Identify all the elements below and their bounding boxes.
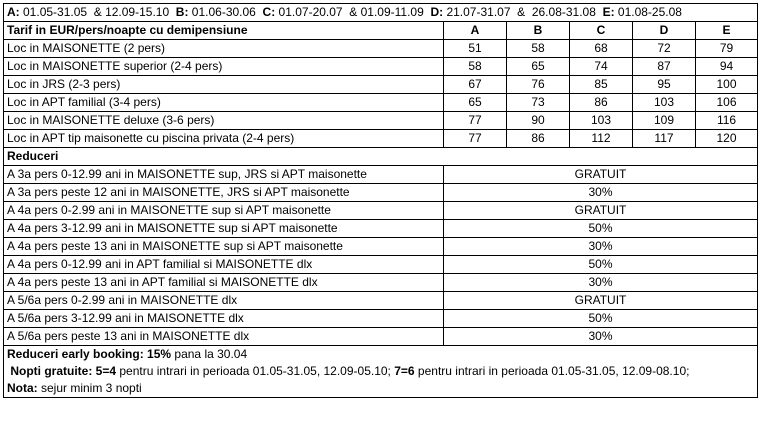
price-cell: 86 xyxy=(507,130,570,148)
column-header-c: C xyxy=(570,22,633,40)
price-cell: 74 xyxy=(570,58,633,76)
table-header-row xyxy=(4,22,758,40)
room-label: Loc in APT familial (3-4 pers) xyxy=(4,94,444,112)
free-nights-note xyxy=(7,363,754,380)
discount-row xyxy=(4,184,758,202)
price-table xyxy=(3,3,758,398)
price-cell: 94 xyxy=(696,58,758,76)
column-header-b: B xyxy=(507,22,570,40)
price-cell: 116 xyxy=(696,112,758,130)
discount-label: A 4a pers peste 13 ani in MAISONETTE sup si APT maisonette xyxy=(4,238,444,256)
free-nights-label: Nopti gratuite: xyxy=(7,364,93,378)
discount-value: 30% xyxy=(444,328,758,346)
period-e-dates: 01.08-25.08 xyxy=(614,5,682,19)
discount-value: 50% xyxy=(444,310,758,328)
price-cell: 79 xyxy=(696,40,758,58)
notes-cell xyxy=(4,346,758,398)
discount-label: A 5/6a pers peste 13 ani in MAISONETTE dlx xyxy=(4,328,444,346)
discount-label: A 4a pers 0-2.99 ani in MAISONETTE sup si APT maisonette xyxy=(4,202,444,220)
price-cell: 87 xyxy=(633,58,696,76)
discount-row xyxy=(4,220,758,238)
price-cell: 51 xyxy=(444,40,507,58)
period-b-letter: B: xyxy=(175,5,189,19)
period-c-letter: C: xyxy=(262,5,276,19)
price-cell: 86 xyxy=(570,94,633,112)
price-cell: 77 xyxy=(444,130,507,148)
discounts-title-row xyxy=(4,148,758,166)
price-cell: 68 xyxy=(570,40,633,58)
discount-value: GRATUIT xyxy=(444,292,758,310)
discounts-title: Reduceri xyxy=(4,148,758,166)
discount-row xyxy=(4,292,758,310)
period-e-letter: E: xyxy=(602,5,615,19)
table-row xyxy=(4,76,758,94)
period-b-dates: 01.06-30.06 xyxy=(188,5,263,19)
period-d-dates: 21.07-31.07 & 26.08-31.08 xyxy=(443,5,603,19)
table-row xyxy=(4,58,758,76)
discount-value: GRATUIT xyxy=(444,166,758,184)
discount-value: 50% xyxy=(444,256,758,274)
price-cell: 58 xyxy=(507,40,570,58)
table-row xyxy=(4,112,758,130)
discount-row xyxy=(4,202,758,220)
discount-value: 50% xyxy=(444,220,758,238)
price-cell: 72 xyxy=(633,40,696,58)
discount-row xyxy=(4,328,758,346)
period-a-letter: A: xyxy=(7,5,20,19)
period-a-dates: 01.05-31.05 & 12.09-15.10 xyxy=(19,5,176,19)
notes-row xyxy=(4,346,758,398)
discount-label: A 5/6a pers 3-12.99 ani in MAISONETTE dlx xyxy=(4,310,444,328)
discount-value: 30% xyxy=(444,184,758,202)
room-label: Loc in APT tip maisonette cu piscina privata (2-4 pers) xyxy=(4,130,444,148)
price-cell: 65 xyxy=(444,94,507,112)
discount-label: A 3a pers peste 12 ani in MAISONETTE, JRS si APT maisonette xyxy=(4,184,444,202)
early-booking-text: pana la 30.04 xyxy=(171,347,248,361)
price-cell: 106 xyxy=(696,94,758,112)
column-header-a: A xyxy=(444,22,507,40)
room-label: Loc in MAISONETTE (2 pers) xyxy=(4,40,444,58)
discount-row xyxy=(4,238,758,256)
discount-value: 30% xyxy=(444,238,758,256)
price-cell: 58 xyxy=(444,58,507,76)
free-nights-offer-b: 7=6 xyxy=(394,364,415,378)
discount-label: A 5/6a pers 0-2.99 ani in MAISONETTE dlx xyxy=(4,292,444,310)
price-cell: 85 xyxy=(570,76,633,94)
column-header-d: D xyxy=(633,22,696,40)
price-cell: 100 xyxy=(696,76,758,94)
discount-value: 30% xyxy=(444,274,758,292)
period-c-dates: 01.07-20.07 & 01.09-11.09 xyxy=(275,5,431,19)
table-row xyxy=(4,130,758,148)
table-header-label: Tarif in EUR/pers/noapte cu demipensiune xyxy=(4,22,444,40)
table-row xyxy=(4,94,758,112)
free-nights-offer-a-text: pentru intrari in perioada 01.05-31.05, 12.09-05.10; xyxy=(116,364,395,378)
price-cell: 112 xyxy=(570,130,633,148)
periods-row xyxy=(4,4,758,22)
discount-label: A 4a pers peste 13 ani in APT familial si MAISONETTE dlx xyxy=(4,274,444,292)
period-d-letter: D: xyxy=(430,5,444,19)
discount-row xyxy=(4,166,758,184)
nota-label: Nota: xyxy=(7,381,38,395)
early-booking-value: 15% xyxy=(147,347,172,361)
discount-row xyxy=(4,256,758,274)
price-cell: 67 xyxy=(444,76,507,94)
discount-label: A 4a pers 3-12.99 ani in MAISONETTE sup si APT maisonette xyxy=(4,220,444,238)
price-cell: 103 xyxy=(633,94,696,112)
early-booking-note xyxy=(7,346,754,363)
column-header-e: E xyxy=(696,22,758,40)
early-booking-label: Reduceri early booking: xyxy=(7,347,144,361)
discount-label: A 4a pers 0-12.99 ani in APT familial si MAISONETTE dlx xyxy=(4,256,444,274)
free-nights-offer-b-text: pentru intrari in perioada 01.05-31.05, 12.09-08.10; xyxy=(414,364,690,378)
price-cell: 73 xyxy=(507,94,570,112)
price-cell: 117 xyxy=(633,130,696,148)
nota-text: sejur minim 3 nopti xyxy=(37,381,142,395)
price-cell: 120 xyxy=(696,130,758,148)
price-cell: 103 xyxy=(570,112,633,130)
price-cell: 65 xyxy=(507,58,570,76)
minimum-stay-note xyxy=(7,380,754,397)
price-cell: 109 xyxy=(633,112,696,130)
table-row xyxy=(4,40,758,58)
price-cell: 76 xyxy=(507,76,570,94)
price-cell: 77 xyxy=(444,112,507,130)
discount-value: GRATUIT xyxy=(444,202,758,220)
discount-row xyxy=(4,274,758,292)
price-cell: 95 xyxy=(633,76,696,94)
room-label: Loc in MAISONETTE superior (2-4 pers) xyxy=(4,58,444,76)
price-cell: 90 xyxy=(507,112,570,130)
room-label: Loc in MAISONETTE deluxe (3-6 pers) xyxy=(4,112,444,130)
free-nights-offer-a: 5=4 xyxy=(92,364,117,378)
discount-label: A 3a pers 0-12.99 ani in MAISONETTE sup, JRS si APT maisonette xyxy=(4,166,444,184)
price-sheet xyxy=(3,3,757,398)
room-label: Loc in JRS (2-3 pers) xyxy=(4,76,444,94)
discount-row xyxy=(4,310,758,328)
periods-cell xyxy=(4,4,758,22)
